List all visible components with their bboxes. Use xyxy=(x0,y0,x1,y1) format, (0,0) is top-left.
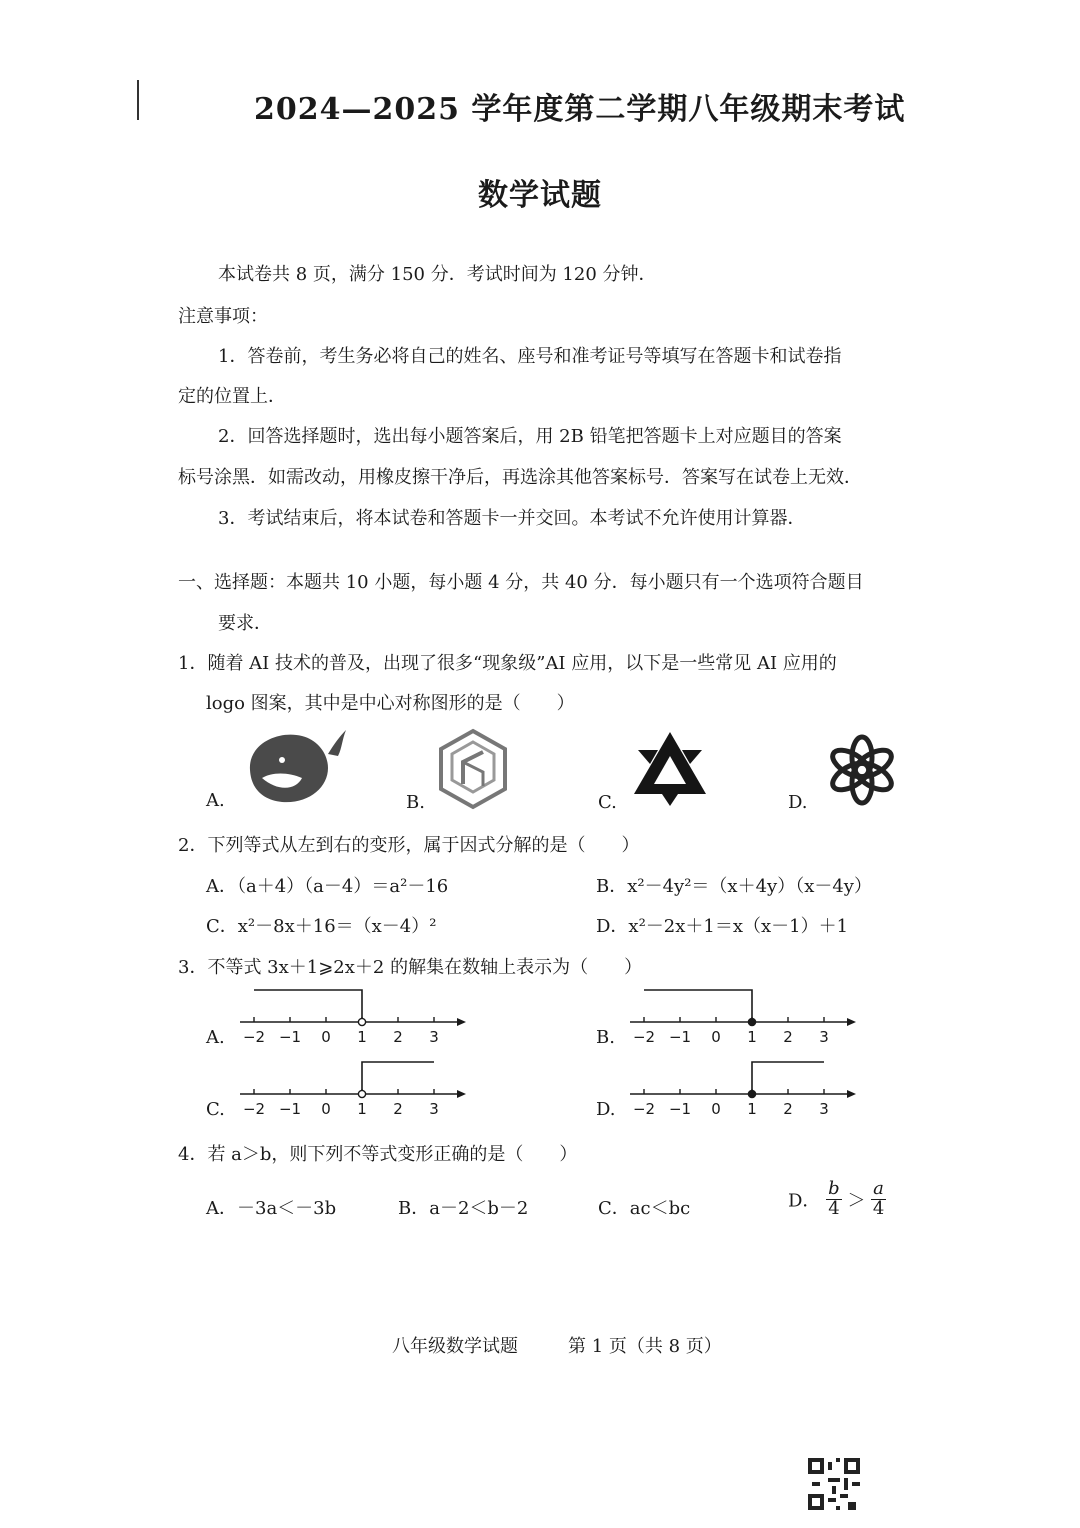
section-1-heading-cont: 要求． xyxy=(218,613,272,634)
q4-option-a: A．－3a＜－3b xyxy=(206,1198,337,1219)
tick-label: 1 xyxy=(357,1100,367,1118)
tick-label: −2 xyxy=(632,1028,656,1046)
hexagon-cube-logo-icon xyxy=(436,728,510,810)
axis-arrow xyxy=(457,1090,466,1098)
tick-label: 1 xyxy=(747,1100,757,1118)
exam-summary: 本试卷共 8 页，满分 150 分．考试时间为 120 分钟． xyxy=(218,264,657,285)
number-line-b xyxy=(626,984,860,1048)
note-3: 3．考试结束后，将本试卷和答题卡一并交回。本考试不允许使用计算器． xyxy=(218,508,806,529)
q4-option-c: C．ac＜bc xyxy=(598,1198,691,1219)
tick-label: 0 xyxy=(711,1028,721,1046)
open-endpoint xyxy=(358,1018,365,1025)
notes-heading: 注意事项： xyxy=(178,306,268,327)
tick-label: 1 xyxy=(357,1028,367,1046)
axis-arrow xyxy=(847,1090,856,1098)
section-1-heading: 一、选择题：本题共 10 小题，每小题 4 分，共 40 分．每小题只有一个选项符合题目 xyxy=(178,572,864,593)
q4-stem: 4．若 a＞b，则下列不等式变形正确的是（ ） xyxy=(178,1144,578,1165)
tick-label: 2 xyxy=(783,1100,793,1118)
fraction-denominator: 4 xyxy=(828,1197,840,1219)
q1-option-a-label: A. xyxy=(206,790,225,811)
tick-label: −1 xyxy=(278,1028,302,1046)
relation-sign: ＞ xyxy=(847,1190,866,1212)
tick-label: 3 xyxy=(819,1028,829,1046)
tick-label: 1 xyxy=(747,1028,757,1046)
exam-subtitle: 数学试题 xyxy=(478,178,602,213)
q3-option-b-label: B. xyxy=(596,1027,615,1048)
tick-label: 3 xyxy=(429,1028,439,1046)
number-line-a xyxy=(236,984,470,1048)
q3-option-c-label: C. xyxy=(206,1099,225,1120)
tick-label: 0 xyxy=(321,1028,331,1046)
q1-stem-line-1: 1．随着 AI 技术的普及，出现了很多“现象级”AI 应用，以下是一些常见 AI 应用的 xyxy=(178,653,837,674)
q4-option-b: B．a－2＜b－2 xyxy=(398,1198,529,1219)
tick-label: 2 xyxy=(393,1028,403,1046)
q4-option-d xyxy=(788,1180,886,1219)
footer-page-number: 第 1 页（共 8 页） xyxy=(568,1336,722,1357)
axis-arrow xyxy=(847,1018,856,1026)
fraction-a-over-4 xyxy=(871,1180,886,1219)
closed-endpoint xyxy=(748,1090,755,1097)
solution-ray xyxy=(254,990,362,1022)
tick-label: −2 xyxy=(242,1100,266,1118)
q3-stem: 3．不等式 3x＋1⩾2x＋2 的解集在数轴上表示为（ ） xyxy=(178,957,643,978)
q3-option-d-label: D. xyxy=(596,1099,616,1120)
axis-arrow xyxy=(457,1018,466,1026)
q2-option-b: B．x²－4y²＝（x＋4y）（x－4y） xyxy=(596,876,872,897)
fraction-numerator: b xyxy=(828,1178,840,1199)
q2-stem: 2．下列等式从左到右的变形，属于因式分解的是（ ） xyxy=(178,835,640,856)
fraction-b-over-4 xyxy=(826,1180,842,1219)
knot-logo-icon xyxy=(822,730,902,810)
closed-endpoint xyxy=(748,1018,755,1025)
tick-label: 2 xyxy=(783,1028,793,1046)
qr-code-icon xyxy=(808,1458,860,1510)
tick-label: 0 xyxy=(711,1100,721,1118)
note-2-line-1: 2．回答选择题时，选出每小题答案后，用 2B 铅笔把答题卡上对应题目的答案 xyxy=(218,426,842,447)
tick-label: −1 xyxy=(278,1100,302,1118)
exam-title: 2024—2025 学年度第二学期八年级期末考试 xyxy=(254,92,906,127)
tick-label: 2 xyxy=(393,1100,403,1118)
q2-option-a: A．（a＋4）（a－4）＝a²－16 xyxy=(206,876,449,897)
q1-option-c-label: C. xyxy=(598,792,617,813)
solution-ray xyxy=(644,990,752,1022)
number-line-c xyxy=(236,1056,470,1120)
q1-option-b-label: B. xyxy=(406,792,425,813)
footer-title: 八年级数学试题 xyxy=(392,1336,518,1357)
tick-label: 3 xyxy=(819,1100,829,1118)
tick-label: −2 xyxy=(632,1100,656,1118)
q4-option-d-label: D． xyxy=(788,1190,821,1212)
note-1-line-1: 1．答卷前，考生务必将自己的姓名、座号和准考证号等填写在答题卡和试卷指 xyxy=(218,346,842,367)
fraction-denominator: 4 xyxy=(872,1197,885,1219)
tick-label: −1 xyxy=(668,1028,692,1046)
fraction-numerator: a xyxy=(873,1178,884,1199)
q1-stem-line-2: logo 图案，其中是中心对称图形的是（ ） xyxy=(206,693,575,714)
q3-option-a-label: A. xyxy=(206,1027,225,1048)
open-endpoint xyxy=(358,1090,365,1097)
q2-option-d: D．x²－2x＋1＝x（x－1）＋1 xyxy=(596,916,849,937)
note-2-line-2: 标号涂黑．如需改动，用橡皮擦干净后，再选涂其他答案标号．答案写在试卷上无效． xyxy=(178,467,862,488)
tick-label: 0 xyxy=(321,1100,331,1118)
star-triangle-logo-icon xyxy=(630,728,710,808)
q1-option-d-label: D. xyxy=(788,792,808,813)
tick-label: −2 xyxy=(242,1028,266,1046)
whale-logo-icon xyxy=(242,726,348,806)
tick-label: −1 xyxy=(668,1100,692,1118)
number-line-d xyxy=(626,1056,860,1120)
margin-rule xyxy=(137,80,139,120)
q2-option-c: C．x²－8x＋16＝（x－4）² xyxy=(206,916,437,937)
tick-label: 3 xyxy=(429,1100,439,1118)
note-1-line-2: 定的位置上． xyxy=(178,386,286,407)
